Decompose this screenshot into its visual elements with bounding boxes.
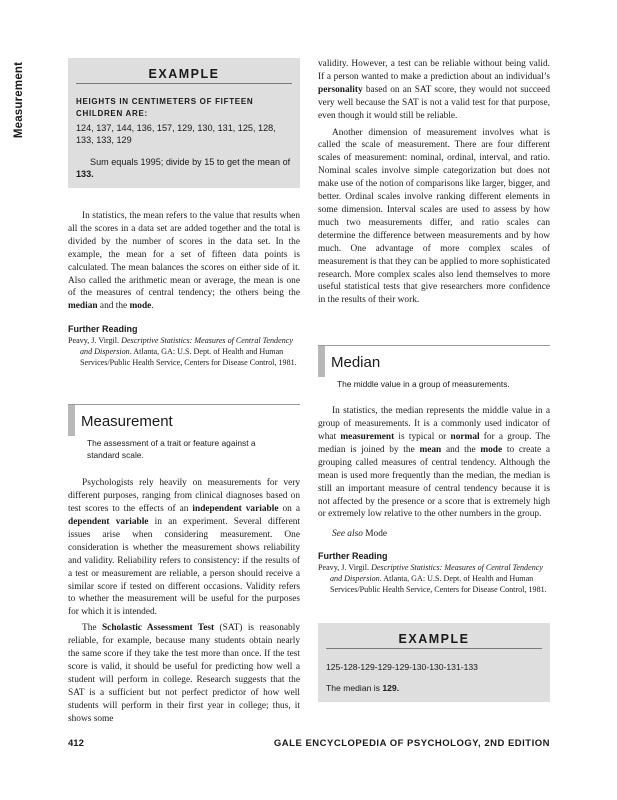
further-reading-median [318,551,550,595]
measurement-section-header [68,404,300,461]
section-side-tab [6,61,32,139]
median-title: Median [331,354,381,372]
example-sequence: 125-128-129-129-129-130-130-131-133 [326,662,478,673]
example-data: 124, 137, 144, 136, 157, 129, 130, 131, 125, 128, 133, 133, 129 [76,123,276,145]
page-number: 412 [68,738,84,749]
further-reading-mean [68,324,300,368]
validity-paragraph: validity. However, a test can be reliable without being valid. If a person wanted to make a prediction about an individual’s personality based on an SAT score, they would not succeed very well because the SAT is not a valid test for that purpose, even though it would still be reliable. [318,59,550,121]
measurement-title: Measurement [81,413,173,431]
right-column [318,58,550,702]
left-column [68,58,300,725]
reference-entry: Peavy, J. Virgil. Descriptive Statistics: Measures of Central Tendency and Dispersion. Atlanta, GA: U.S. Dept. of Health and Human Services/Public Health Service, Centers for Disease Control, 1981. [318,563,547,595]
further-reading-heading: Further Reading [68,324,138,335]
example-title: EXAMPLE [326,633,542,649]
further-reading-heading: Further Reading [318,551,388,562]
side-tab-label: Measurement [13,61,25,139]
example-title: EXAMPLE [76,68,292,84]
mean-example-box [68,58,300,188]
median-paragraph: In statistics, the median represents the middle value in a group of measurements. It is a commonly used indicator of what measurement is typical or normal for a group. The median is joined by the mean and the mode to create a grouping called measures of central tendency. Although the mean is used more frequently than the median, the median is still an important measure of central tendency because it is not affected by the presence or a score that is extremely high or extremely low relative to the other numbers in the group. [318,406,550,520]
example-label: HEIGHTS IN CENTIMETERS OF FIFTEEN CHILDREN ARE: [76,97,254,118]
median-definition: The middle value in a group of measurements. [337,379,510,390]
measurement-paragraph-1: Psychologists rely heavily on measurements for very different purposes, ranging from clinical diagnoses based on test scores to the effects of an independent variable on a dependent variable in an experiment. Several different issues arise when considering measurement. One consideration is whether the measurement shows reliability and validity. Reliability refers to consistency: if the results of a test or measurement are reliable, a person should receive a similar score if tested on different occasions. Validity refers to whether the measurement will be useful for the purposes for which it is intended. [68,478,300,618]
reference-entry: Peavy, J. Virgil. Descriptive Statistics: Measures of Central Tendency and Dispersion. Atlanta, GA: U.S. Dept. of Health and Human Services/Public Health Service, Centers for Disease Control, 1981. [68,336,297,368]
section-marker-bar [318,346,325,377]
measurement-paragraph-2: The Scholastic Assessment Test (SAT) is reasonably reliable, for example, because many students obtain nearly the same score if they take the test more than once. If the test score is valid, it should be useful for predicting how well a student will perform in college. Research suggests that the SAT is a sufficient but not perfect predictor of how well students will perform in their first year in college; thus, it shows some [68,623,300,724]
example-result: The median is 129. [326,683,400,694]
publication-title: GALE ENCYCLOPEDIA OF PSYCHOLOGY, 2ND EDITION [273,738,550,749]
example-sum: Sum equals 1995; divide by 15 to get the mean of 133. [76,157,291,179]
median-example-box [318,623,550,702]
scale-paragraph: Another dimension of measurement involves what is called the scale of measurement. There are four different scales of measurement: nominal, ordinal, interval, and ratio. Nominal scales involve simple categorization but does not make use of the notion of comparisons like larger, bigger, and better. Ordinal scales involve ranking different elements in some dimension. Interval scales are used to assess by how much two measurements differ, and ratio scales can determine the difference between measurements and by how much. One advantage of more complex scales of measurement is that they can be applied to more sophisticated research. More complex scales also lend themselves to more useful statistical tests that give researchers more confidence in the results of their work. [318,127,550,306]
median-section-header [318,345,550,390]
section-marker-bar [68,405,75,436]
mean-paragraph: In statistics, the mean refers to the value that results when all the scores in a data set are added together and the total is divided by the number of scores in the data set. In the example, the mean for a set of fifteen data points is calculated. The mean balances the scores on either side of it. Also called the arithmetic mean or average, the mean is one of the measures of central tendency; the others being the median and the mode. [68,211,300,312]
measurement-definition: The assessment of a trait or feature against a standard scale. [87,438,256,461]
see-also: See also Mode [332,529,388,540]
